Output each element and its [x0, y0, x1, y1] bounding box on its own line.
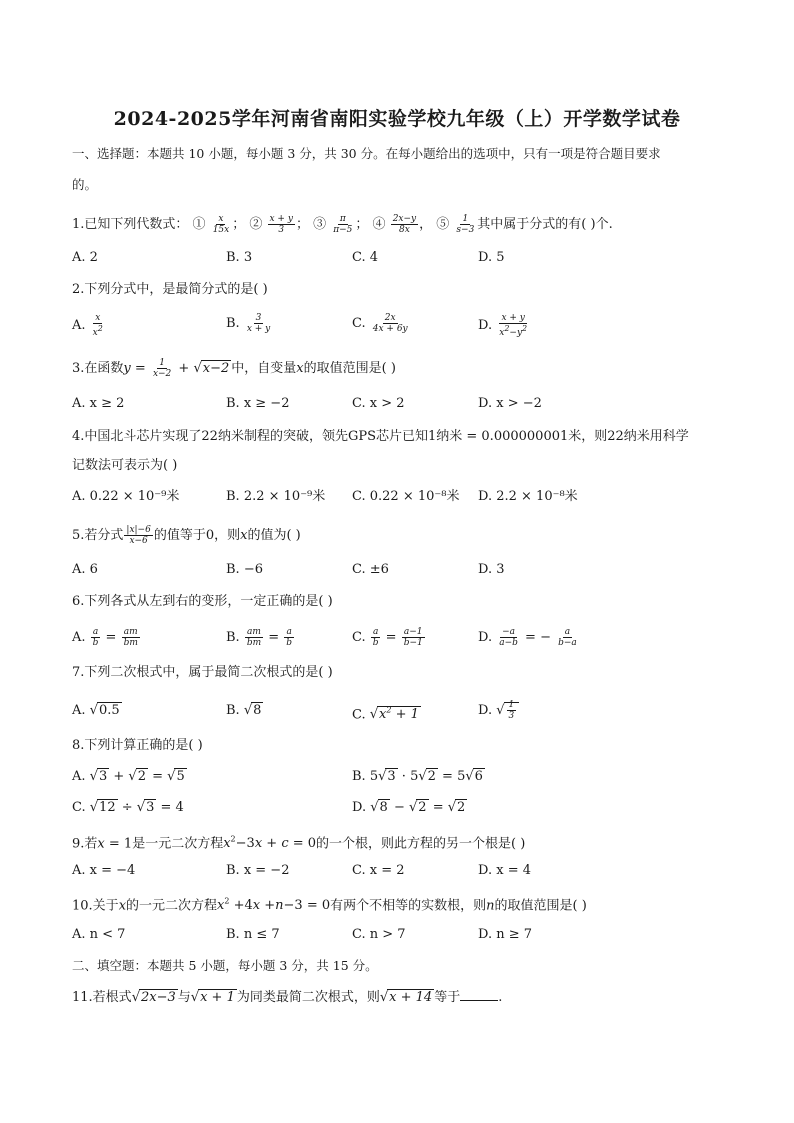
q10-stem-d: 的取值范围是( ): [494, 898, 587, 914]
q3-option-d[interactable]: D. x > −2: [478, 396, 542, 411]
q5-option-c[interactable]: C. ±6: [352, 562, 389, 577]
question-8: 8.下列计算正确的是( ): [72, 738, 203, 753]
q3-expr: y = $\frac{1}{x-2}$ + √x−2: [123, 358, 230, 379]
q7-option-b[interactable]: B. √8: [226, 703, 262, 718]
q11-stem-c: 为同类最简二次根式，则: [236, 990, 380, 1005]
q5-option-d[interactable]: D. 3: [478, 562, 505, 577]
q6-option-c[interactable]: C. $\frac{a}{b}$ = $\frac{a-1}{b-1}$: [352, 627, 423, 648]
q9-stem-b: 是一元二次方程: [132, 836, 224, 852]
question-4-cont: 记数法可表示为( ): [72, 458, 178, 473]
q9-option-a[interactable]: A. x = −4: [72, 863, 136, 878]
q3-option-c[interactable]: C. x > 2: [352, 396, 405, 411]
q3-stem-b: 中，自变量: [231, 361, 297, 376]
question-3: 3.在函数y = $\frac{1}{x-2}$ + √x−2 中，自变量x的取值范围是( ): [72, 358, 396, 379]
q5-stem-b: 的值等于0，则: [153, 528, 241, 543]
q4-option-a[interactable]: A. 0.22 × 10⁻⁹米: [72, 489, 180, 504]
q11-stem-d: 等于: [434, 990, 461, 1005]
q1-suffix: 其中属于分式的有( )个.: [477, 217, 613, 232]
question-7: 7.下列二次根式中，属于最简二次根式的是( ): [72, 665, 333, 680]
page-title: 2024-2025学年河南省南阳实验学校九年级（上）开学数学试卷: [113, 108, 681, 130]
question-11: [72, 988, 502, 1007]
q3-option-b[interactable]: B. x ≥ −2: [226, 396, 290, 411]
q11-expr-3: √x + 14: [379, 990, 433, 1005]
q4-option-c[interactable]: C. 0.22 × 10⁻⁸米: [352, 489, 460, 504]
q7-option-c[interactable]: C. $√x^2 + 1$: [352, 706, 419, 723]
q2-option-b[interactable]: B. $\frac{3}{x + y}$: [226, 313, 271, 334]
q1-expr-4: ④ $\frac{2x-y}{8x}$: [372, 214, 417, 235]
q1-option-a[interactable]: A. 2: [72, 250, 98, 265]
q8-option-c[interactable]: C. √12 ÷ √3 = 4: [72, 800, 184, 815]
q1-expr-5: ⑤ $\frac{1}{s-3}$: [436, 214, 475, 235]
q10-stem-a: 10.关于: [72, 898, 119, 914]
question-5: 5.若分式 $\frac{|x|-6}{x-6}$ 的值等于0，则x的值为( ): [72, 525, 301, 546]
q10-option-c[interactable]: C. n > 7: [352, 927, 406, 942]
question-10: 10.关于x的一元二次方程$x^2 +4x +n-3 = 0$有两个不相等的实数根，则n的取值范围是( ): [72, 897, 587, 914]
q9-expr-2: $x^2-3x + c = 0$: [223, 835, 317, 852]
question-6: 6.下列各式从左到右的变形，一定正确的是( ): [72, 594, 333, 609]
q4-option-b[interactable]: B. 2.2 × 10⁻⁹米: [226, 489, 326, 504]
question-9: 9.若x = 1是一元二次方程$x^2-3x + c = 0$的一个根，则此方程的另一个根是( ): [72, 835, 526, 852]
q8-option-d[interactable]: D. √8 − √2 = √2: [352, 800, 466, 815]
q7-option-d[interactable]: D. √ $\frac{1}{3}$: [478, 700, 519, 721]
q11-stem-a: 11.若根式: [72, 990, 132, 1005]
q11-expr-2: √x + 1: [190, 990, 235, 1005]
q10-stem-b: 的一元二次方程: [126, 898, 218, 914]
q1-expr-3: ③ $\frac{\pi}{\pi-5}$: [313, 214, 353, 235]
q2-option-c[interactable]: C. $\frac{2x}{4x + 6y}$: [352, 313, 408, 334]
q8-option-a[interactable]: A. √3 + √2 = √5: [72, 769, 185, 784]
section-1-heading: 一、选择题：本题共 10 小题，每小题 3 分，共 30 分。在每小题给出的选项中，只有一项是符合题目要求: [72, 146, 661, 161]
q2-option-d[interactable]: D. $\frac{x + y}{x^2-y^2}$: [478, 313, 528, 338]
q9-stem-a: 9.若: [72, 836, 98, 852]
q11-expr-1: √2x−3: [131, 990, 176, 1005]
q10-option-a[interactable]: A. n < 7: [72, 927, 126, 942]
q2-option-a[interactable]: A. $\frac{x}{x^2}$: [72, 313, 103, 338]
q11-answer-blank[interactable]: [460, 988, 498, 1001]
q8-option-b[interactable]: B. 5√3 · 5√2 = 5√6: [352, 769, 483, 784]
q11-stem-e: .: [498, 990, 503, 1005]
question-4: 4.中国北斗芯片实现了22纳米制程的突破，领先GPS芯片已知1纳米 = 0.000000001米，则22纳米用科学: [72, 429, 689, 444]
question-1: 1.已知下列代数式： ① $\frac{x}{15x}$ ； ② $\frac{x + y}{3}$ ； ③ $\frac{\pi}{\pi-5}$ ； ④ $\frac{2x-y}{8x}$ ， ⑤ $\frac{1}{s-3}$ 其中属于分式的有( )个.: [72, 214, 613, 235]
q11-stem-b: 与: [177, 990, 191, 1005]
q5-stem-c: 的值为( ): [247, 528, 301, 543]
q1-option-d[interactable]: D. 5: [478, 250, 505, 265]
q10-option-b[interactable]: B. n ≤ 7: [226, 927, 280, 942]
q7-option-a[interactable]: A. √0.5: [72, 703, 120, 718]
q1-prefix: 1.已知下列代数式：: [72, 217, 189, 232]
q4-option-d[interactable]: D. 2.2 × 10⁻⁸米: [478, 489, 578, 504]
q9-stem-c: 的一个根，则此方程的另一个根是( ): [316, 836, 526, 852]
q10-stem-c: 有两个不相等的实数根，则: [330, 898, 487, 914]
q6-option-b[interactable]: B. $\frac{am}{bm}$ = $\frac{a}{b}$: [226, 627, 293, 648]
q5-option-a[interactable]: A. 6: [72, 562, 98, 577]
q9-expr-1: x: [97, 836, 105, 852]
q6-option-a[interactable]: A. $\frac{a}{b}$ = $\frac{am}{bm}$: [72, 627, 138, 648]
q9-option-c[interactable]: C. x = 2: [352, 863, 405, 878]
q3-option-a[interactable]: A. x ≥ 2: [72, 396, 125, 411]
q10-option-d[interactable]: D. n ≥ 7: [478, 927, 533, 942]
q1-expr-2: ② $\frac{x + y}{3}$: [249, 214, 293, 235]
q1-expr-1: ① $\frac{x}{15x}$: [192, 214, 230, 235]
q10-expr: $x^2 +4x +n-3 = 0$: [217, 897, 331, 914]
section-1-heading-cont: 的。: [72, 177, 98, 192]
q3-stem-c: 的取值范围是( ): [303, 361, 396, 376]
q9-option-d[interactable]: D. x = 4: [478, 863, 531, 878]
q6-option-d[interactable]: D. $\frac{-a}{a-b}$ = − $\frac{a}{b-a}$: [478, 627, 577, 648]
q1-option-c[interactable]: C. 4: [352, 250, 379, 265]
q9-option-b[interactable]: B. x = −2: [226, 863, 290, 878]
question-2: 2.下列分式中，是最简分式的是( ): [72, 282, 268, 297]
q5-expr: $\frac{|x|-6}{x-6}$: [126, 525, 151, 546]
q3-stem-a: 3.在函数: [72, 361, 124, 376]
section-2-heading: 二、填空题：本题共 5 小题，每小题 3 分，共 15 分。: [72, 958, 378, 973]
q5-stem-a: 5.若分式: [72, 528, 124, 543]
q1-option-b[interactable]: B. 3: [226, 250, 253, 265]
q5-option-b[interactable]: B. −6: [226, 562, 263, 577]
